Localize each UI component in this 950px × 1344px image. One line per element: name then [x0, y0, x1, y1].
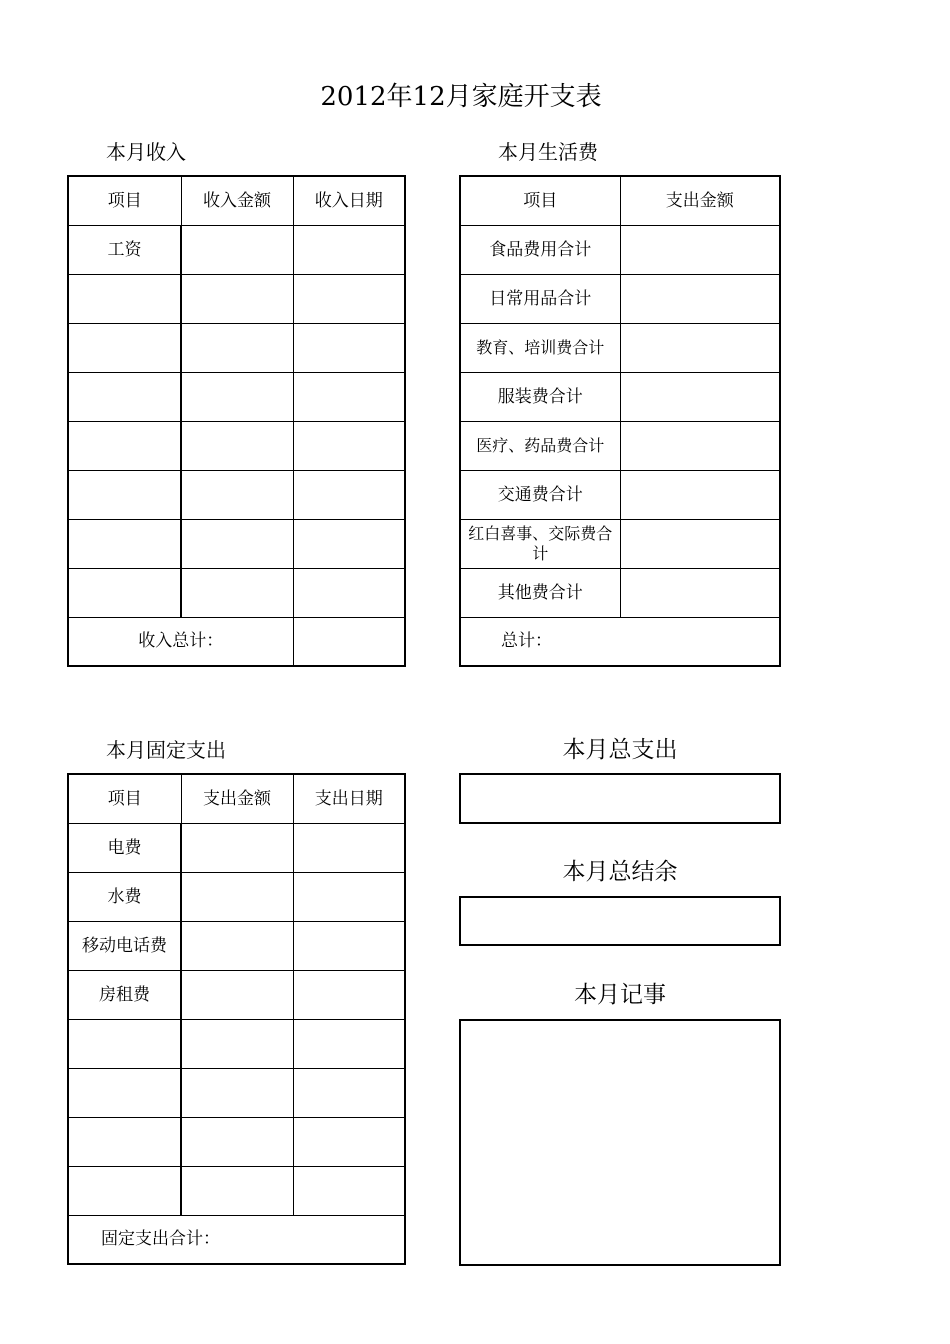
table-row	[68, 470, 405, 519]
income-item-cell[interactable]	[68, 421, 181, 470]
table-row	[68, 568, 405, 617]
income-heading: 本月收入	[106, 140, 186, 164]
fixed-amount-cell[interactable]	[181, 1117, 293, 1166]
income-item-cell[interactable]	[68, 323, 181, 372]
income-date-cell[interactable]	[293, 274, 405, 323]
living-amount-cell[interactable]	[620, 519, 780, 568]
income-amount-cell[interactable]	[181, 421, 293, 470]
table-row	[68, 823, 405, 872]
table-row	[68, 323, 405, 372]
fixed-item-label[interactable]	[68, 1117, 181, 1166]
income-item-cell[interactable]	[68, 274, 181, 323]
table-row	[68, 274, 405, 323]
income-table	[67, 175, 406, 667]
fixed-item-label: 房租费	[68, 970, 181, 1019]
table-row	[68, 225, 405, 274]
fixed-header-date: 支出日期	[293, 774, 405, 823]
table-row	[68, 1068, 405, 1117]
living-table	[459, 175, 781, 667]
living-item-label: 红白喜事、交际费合计	[460, 519, 620, 568]
balance-heading: 本月总结余	[562, 859, 678, 885]
fixed-date-cell[interactable]	[293, 872, 405, 921]
income-date-cell[interactable]	[293, 519, 405, 568]
fixed-amount-cell[interactable]	[181, 823, 293, 872]
income-header-date: 收入日期	[293, 176, 405, 225]
notes-box[interactable]	[459, 1019, 781, 1266]
fixed-date-cell[interactable]	[293, 1019, 405, 1068]
fixed-item-label[interactable]	[68, 1166, 181, 1215]
table-row	[68, 921, 405, 970]
fixed-date-cell[interactable]	[293, 1068, 405, 1117]
income-total-label: 收入总计：	[68, 617, 293, 666]
notes-heading: 本月记事	[574, 982, 666, 1008]
fixed-header-amount: 支出金额	[181, 774, 293, 823]
page-title: 2012年12月家庭开支表	[320, 82, 602, 112]
fixed-item-label: 电费	[68, 823, 181, 872]
table-row	[68, 872, 405, 921]
income-total-row	[68, 617, 405, 666]
living-amount-cell[interactable]	[620, 225, 780, 274]
income-amount-cell[interactable]	[181, 372, 293, 421]
table-row	[460, 568, 780, 617]
living-item-label: 医疗、药品费合计	[460, 421, 620, 470]
living-amount-cell[interactable]	[620, 568, 780, 617]
income-date-cell[interactable]	[293, 372, 405, 421]
fixed-total-row	[68, 1215, 405, 1264]
fixed-amount-cell[interactable]	[181, 1068, 293, 1117]
fixed-amount-cell[interactable]	[181, 1166, 293, 1215]
income-amount-cell[interactable]	[181, 568, 293, 617]
fixed-total-label: 固定支出合计：	[68, 1215, 405, 1264]
table-row	[68, 970, 405, 1019]
income-item-cell[interactable]: 工资	[68, 225, 181, 274]
living-amount-cell[interactable]	[620, 372, 780, 421]
table-row	[68, 519, 405, 568]
living-item-label: 交通费合计	[460, 470, 620, 519]
living-amount-cell[interactable]	[620, 323, 780, 372]
fixed-heading: 本月固定支出	[106, 738, 226, 762]
income-item-cell[interactable]	[68, 470, 181, 519]
income-amount-cell[interactable]	[181, 225, 293, 274]
table-row	[460, 372, 780, 421]
fixed-item-label[interactable]	[68, 1019, 181, 1068]
living-total-row	[460, 617, 780, 666]
fixed-date-cell[interactable]	[293, 1166, 405, 1215]
table-row	[460, 274, 780, 323]
living-amount-cell[interactable]	[620, 470, 780, 519]
table-row	[460, 421, 780, 470]
living-header-item: 项目	[460, 176, 620, 225]
income-amount-cell[interactable]	[181, 470, 293, 519]
fixed-amount-cell[interactable]	[181, 872, 293, 921]
fixed-header-item: 项目	[68, 774, 181, 823]
total-expense-heading: 本月总支出	[562, 737, 678, 763]
income-header-item: 项目	[68, 176, 181, 225]
living-total-label: 总计：	[460, 617, 780, 666]
balance-box[interactable]	[459, 896, 781, 946]
income-date-cell[interactable]	[293, 421, 405, 470]
income-date-cell[interactable]	[293, 323, 405, 372]
income-header-amount: 收入金额	[181, 176, 293, 225]
income-amount-cell[interactable]	[181, 274, 293, 323]
living-amount-cell[interactable]	[620, 421, 780, 470]
fixed-table	[67, 773, 406, 1265]
table-row	[460, 225, 780, 274]
table-row	[68, 1166, 405, 1215]
table-row	[460, 470, 780, 519]
fixed-item-label[interactable]	[68, 1068, 181, 1117]
fixed-date-cell[interactable]	[293, 1117, 405, 1166]
table-row	[68, 1019, 405, 1068]
living-item-label: 服装费合计	[460, 372, 620, 421]
living-amount-cell[interactable]	[620, 274, 780, 323]
income-date-cell[interactable]	[293, 568, 405, 617]
living-item-label: 其他费合计	[460, 568, 620, 617]
table-row	[68, 1117, 405, 1166]
income-item-cell[interactable]	[68, 519, 181, 568]
fixed-item-label: 移动电话费	[68, 921, 181, 970]
living-heading: 本月生活费	[498, 140, 598, 164]
living-item-label: 日常用品合计	[460, 274, 620, 323]
fixed-amount-cell[interactable]	[181, 921, 293, 970]
table-row	[460, 323, 780, 372]
fixed-date-cell[interactable]	[293, 823, 405, 872]
living-header-amount: 支出金额	[620, 176, 780, 225]
fixed-item-label: 水费	[68, 872, 181, 921]
table-row	[68, 372, 405, 421]
fixed-amount-cell[interactable]	[181, 970, 293, 1019]
income-amount-cell[interactable]	[181, 323, 293, 372]
total-expense-box[interactable]	[459, 773, 781, 824]
living-item-label: 食品费用合计	[460, 225, 620, 274]
income-date-cell[interactable]	[293, 225, 405, 274]
income-item-cell[interactable]	[68, 372, 181, 421]
income-total-value[interactable]	[293, 617, 405, 666]
fixed-date-cell[interactable]	[293, 970, 405, 1019]
fixed-date-cell[interactable]	[293, 921, 405, 970]
living-item-label: 教育、培训费合计	[460, 323, 620, 372]
table-row	[460, 519, 780, 568]
table-row	[68, 421, 405, 470]
income-amount-cell[interactable]	[181, 519, 293, 568]
income-item-cell[interactable]	[68, 568, 181, 617]
income-date-cell[interactable]	[293, 470, 405, 519]
fixed-amount-cell[interactable]	[181, 1019, 293, 1068]
